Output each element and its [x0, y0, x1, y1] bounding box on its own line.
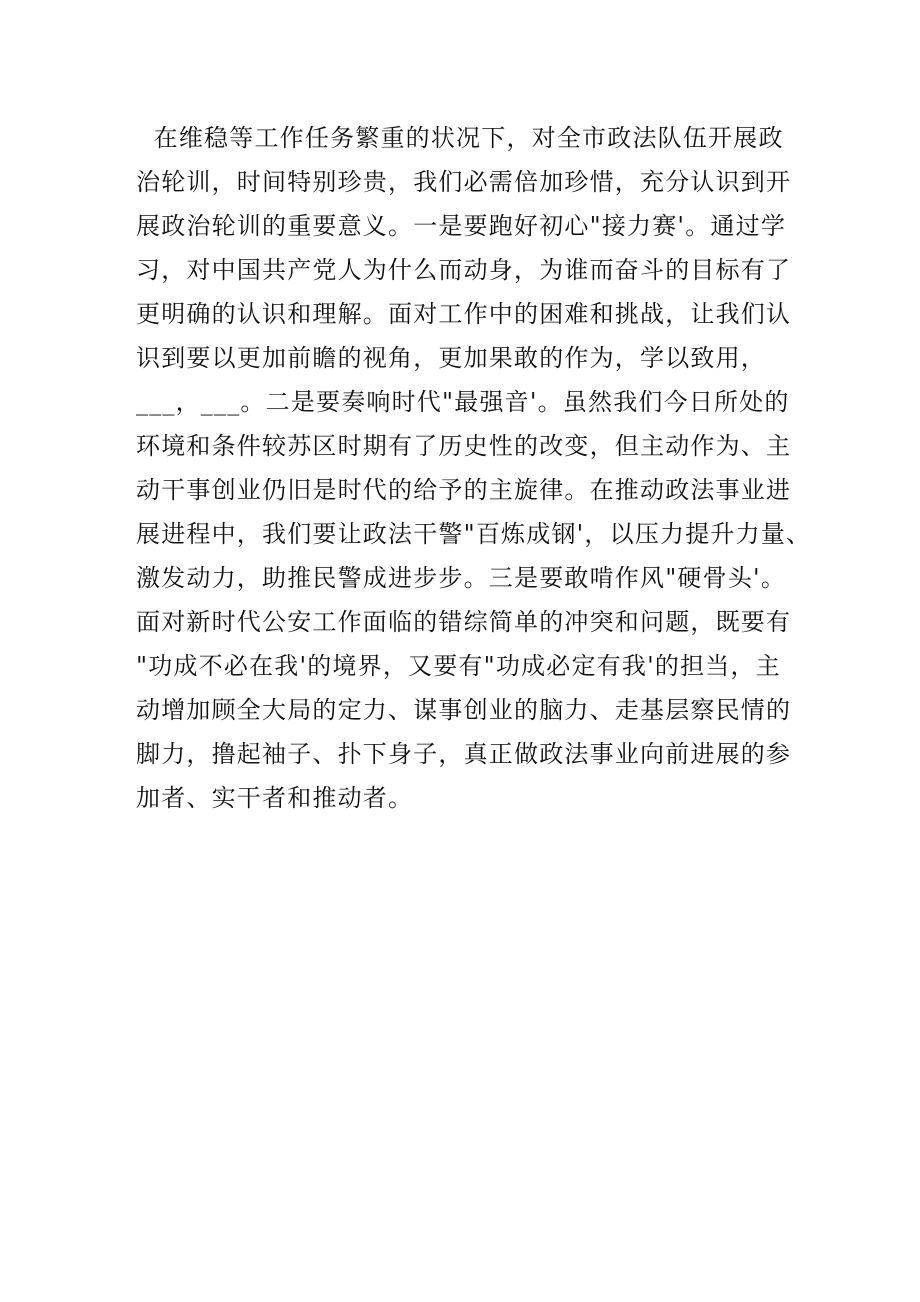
paragraph-line: 更明确的认识和理解。面对工作中的困难和挑战，让我们认 — [136, 300, 792, 328]
paragraph-line: ___，___。二是要奏响时代"最强音'。虽然我们今日所处的 — [136, 388, 790, 416]
paragraph-line: 脚力，撸起袖子、扑下身子，真正做政法事业向前进展的参 — [136, 740, 792, 768]
body-paragraph — [136, 116, 812, 820]
paragraph-line: 动干事创业仍旧是时代的给予的主旋律。在推动政法事业进 — [136, 476, 792, 504]
paragraph-line: 在维稳等工作任务繁重的状况下，对全市政法队伍开展政 — [136, 124, 784, 152]
paragraph-line: 环境和条件较苏区时期有了历史性的改变，但主动作为、主 — [136, 432, 792, 460]
paragraph-line: 习，对中国共产党人为什么而动身，为谁而奋斗的目标有了 — [136, 256, 792, 284]
paragraph-line: 动增加顾全大局的定力、谋事创业的脑力、走基层察民情的 — [136, 696, 792, 724]
paragraph-line: "功成不必在我'的境界，又要有"功成必定有我'的担当，主 — [136, 652, 781, 680]
paragraph-line: 治轮训，时间特别珍贵，我们必需倍加珍惜，充分认识到开 — [136, 168, 792, 196]
paragraph-line: 加者、实干者和推动者。 — [136, 784, 414, 812]
paragraph-line: 面对新时代公安工作面临的错综简单的冲突和问题，既要有 — [136, 608, 792, 636]
paragraph-line: 激发动力，助推民警成进步步。三是要敢啃作风"硬骨头'。 — [136, 564, 787, 592]
paragraph-line: 展政治轮训的重要意义。一是要跑好初心"接力赛'。通过学 — [136, 212, 787, 240]
paragraph-line: 识到要以更加前瞻的视角，更加果敢的作为，学以致用， — [136, 344, 766, 372]
paragraph-line: 展进程中，我们要让政法干警"百炼成钢'，以压力提升力量、 — [136, 520, 812, 548]
